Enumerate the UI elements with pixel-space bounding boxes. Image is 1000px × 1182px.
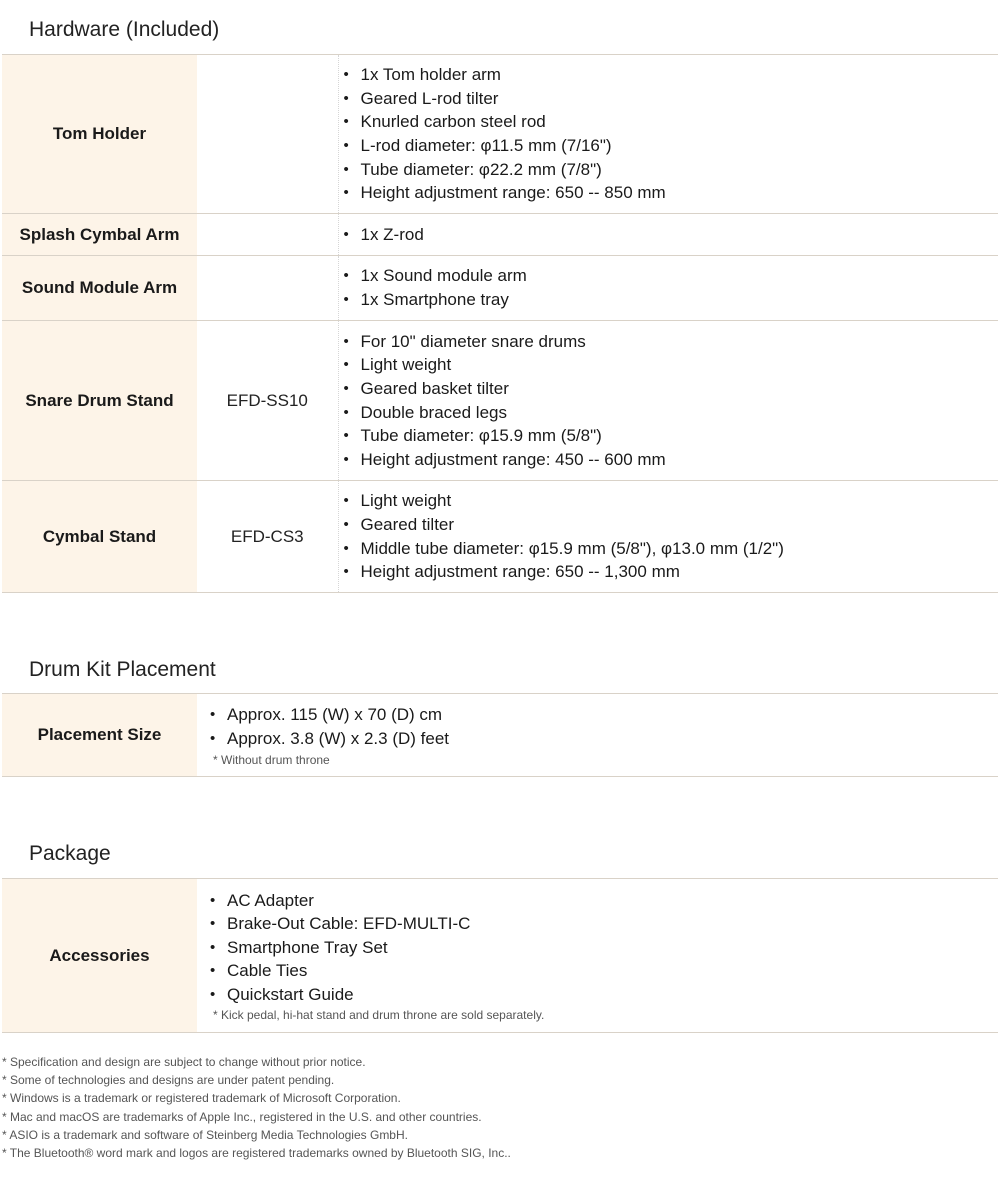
list-item: • Smartphone Tray Set [205,936,998,960]
legal-note: * Mac and macOS are trademarks of Apple Inc., registered in the U.S. and other countries. [2,1109,482,1124]
spec-row-accessories [2,879,998,1033]
legal-note: * ASIO is a trademark and software of Steinberg Media Technologies GmbH. [2,1127,408,1142]
spec-list [205,889,998,1007]
row-label: Snare Drum Stand [2,321,197,481]
model-number [197,55,338,214]
list-item: • 1x Z-rod [339,223,999,247]
list-item: • Knurled carbon steel rod [339,110,999,134]
list-item: • Tube diameter: φ15.9 mm (5/8") [339,424,999,448]
spec-list [205,703,998,750]
row-label: Placement Size [2,694,197,777]
list-item: • Approx. 3.8 (W) x 2.3 (D) feet [205,727,998,751]
legal-note: * Some of technologies and designs are under patent pending. [2,1073,335,1088]
list-item: • 1x Sound module arm [339,264,999,288]
spec-list [339,63,999,205]
spec-details [338,55,998,214]
spec-list [339,330,999,472]
list-item: • Middle tube diameter: φ15.9 mm (5/8"), φ13.0 mm (1/2") [339,537,999,561]
row-label: Splash Cymbal Arm [2,214,197,256]
spec-details [338,481,998,593]
model-number: EFD-SS10 [197,321,338,481]
list-item: • Geared tilter [339,513,999,537]
list-item: • Double braced legs [339,401,999,425]
spec-details [338,214,998,256]
spec-list [339,264,999,311]
row-label: Tom Holder [2,55,197,214]
spec-details [197,879,998,1033]
list-item: • Tube diameter: φ22.2 mm (7/8") [339,158,999,182]
model-number: EFD-CS3 [197,481,338,593]
legal-note: * The Bluetooth® word mark and logos are registered trademarks owned by Bluetooth SIG, Inc.. [2,1146,511,1161]
section-title-package: Package [29,842,111,865]
list-item: • Height adjustment range: 650 -- 850 mm [339,181,999,205]
list-item: • AC Adapter [205,889,998,913]
list-item: • Light weight [339,489,999,513]
footnote: * Kick pedal, hi-hat stand and drum throne are sold separately. [213,1008,545,1023]
section-title-hardware: Hardware (Included) [29,18,220,41]
list-item: • Geared basket tilter [339,377,999,401]
spec-details [197,694,998,777]
legal-notes [2,1053,511,1162]
section-title-placement: Drum Kit Placement [29,658,216,681]
spec-details [338,321,998,481]
row-label: Accessories [2,879,197,1033]
spec-row-cymbal-stand [2,481,998,593]
spec-row-placement-size [2,694,998,777]
spec-list [339,489,999,583]
spec-list [339,223,999,247]
spec-row-snare-drum-stand [2,321,998,481]
list-item: • Height adjustment range: 650 -- 1,300 mm [339,560,999,584]
row-label: Sound Module Arm [2,256,197,321]
list-item: • 1x Tom holder arm [339,63,999,87]
footnote: * Without drum throne [213,752,330,767]
list-item: • Light weight [339,353,999,377]
list-item: • L-rod diameter: φ11.5 mm (7/16") [339,134,999,158]
hardware-spec-table [2,54,998,593]
legal-note: * Specification and design are subject to change without prior notice. [2,1055,366,1069]
spec-row-splash-cymbal-arm [2,214,998,256]
package-spec-table [2,878,998,1033]
list-item: • Quickstart Guide [205,983,998,1007]
list-item: • Brake-Out Cable: EFD-MULTI-C [205,912,998,936]
list-item: • Geared L-rod tilter [339,87,999,111]
model-number [197,214,338,256]
row-label: Cymbal Stand [2,481,197,593]
list-item: • Height adjustment range: 450 -- 600 mm [339,448,999,472]
list-item: • 1x Smartphone tray [339,288,999,312]
list-item: • For 10" diameter snare drums [339,330,999,354]
spec-row-sound-module-arm [2,256,998,321]
spec-details [338,256,998,321]
list-item: • Approx. 115 (W) x 70 (D) cm [205,703,998,727]
list-item: • Cable Ties [205,959,998,983]
legal-note: * Windows is a trademark or registered trademark of Microsoft Corporation. [2,1091,401,1106]
spec-row-tom-holder [2,55,998,214]
model-number [197,256,338,321]
placement-spec-table [2,693,998,777]
